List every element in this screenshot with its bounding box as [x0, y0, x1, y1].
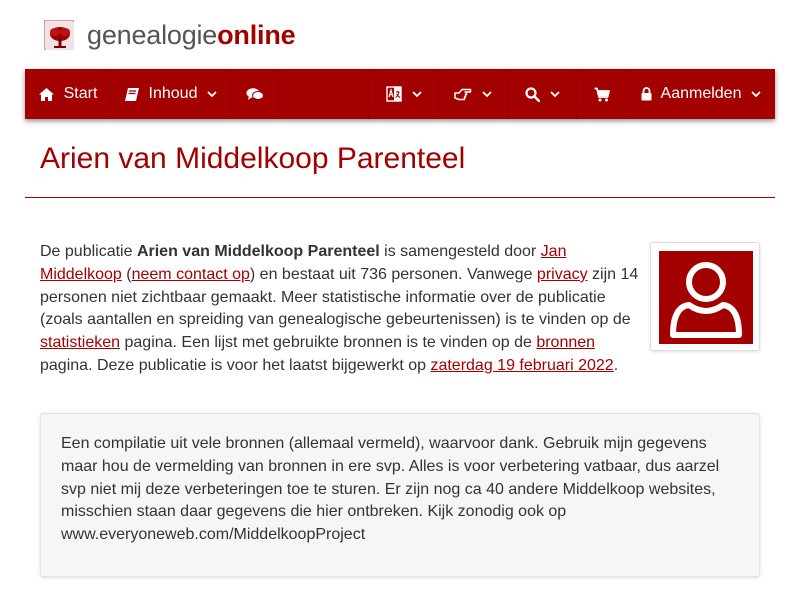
privacy-link[interactable]: privacy [536, 265, 588, 283]
brand-name-part1: genealogie [87, 20, 218, 50]
hand-pointer-icon [454, 87, 472, 101]
nav-language[interactable] [369, 69, 439, 119]
intro-text: pagina. Deze publicatie is voor het laatst bijgewerkt op [40, 356, 431, 374]
intro-text: De publicatie [40, 243, 137, 260]
brand[interactable] [44, 18, 295, 52]
last-updated-link[interactable]: zaterdag 19 februari 2022 [430, 356, 614, 374]
page-title: Arien van Middelkoop Parenteel [40, 142, 466, 175]
main-navbar [25, 69, 775, 119]
nav-login-label: Aanmelden [660, 85, 742, 102]
nav-actions[interactable] [439, 69, 508, 119]
brand-name-part2: online [217, 20, 296, 50]
author-link[interactable]: Jan Middelkoop [40, 243, 567, 283]
cart-icon [594, 87, 610, 102]
statistics-link[interactable]: statistieken [40, 334, 121, 352]
comments-icon [246, 87, 264, 102]
lock-icon [641, 87, 652, 101]
chevron-down-icon [751, 91, 761, 98]
description-text: Een compilatie uit vele bronnen (allemaal vermeld), waarvoor dank. Gebruik mijn gegevens maar hou de vermelding van bronnen in ere svp. Alles is voor verbetering vatbaar, dus aarzel svp niet mij deze verbeteringen toe te sturen. Er zijn nog ca 40 andere Middelkoop websites, misschien staan daar gegevens die hier ontbreken. Kijk zonodig ook op www.everyoneweb.com/MiddelkoopProject [61, 435, 720, 544]
search-icon [525, 87, 540, 102]
nav-cart[interactable] [577, 69, 627, 119]
nav-start-label: Start [63, 85, 98, 102]
home-icon [38, 87, 55, 102]
tree-icon [44, 20, 74, 50]
publication-description [40, 413, 760, 577]
language-icon [386, 86, 402, 102]
nav-search[interactable] [508, 69, 577, 119]
intro-text: pagina. Een lijst met gebruikte bronnen is te vinden op de [120, 334, 537, 352]
chevron-down-icon [412, 91, 422, 98]
nav-start[interactable] [25, 69, 111, 119]
publication-intro [40, 241, 640, 378]
author-avatar[interactable] [650, 242, 760, 351]
chevron-down-icon [482, 91, 492, 98]
nav-inhoud-label: Inhoud [148, 85, 198, 102]
nav-inhoud[interactable] [111, 69, 231, 119]
intro-text: zijn 14 personen niet zichtbaar gemaakt. Meer statistische informatie over de publicatie (zoals aantallen en spreiding van genealogische gebeurtenissen) is te vinden op de [40, 265, 639, 329]
chevron-down-icon [207, 91, 217, 98]
nav-spacer [279, 69, 369, 119]
publication-name: Arien van Middelkoop Parenteel [136, 243, 380, 260]
intro-text: . [613, 356, 619, 374]
title-divider [25, 197, 775, 198]
intro-text: ( [121, 265, 132, 283]
contact-link[interactable]: neem contact op [131, 265, 250, 283]
chevron-down-icon [550, 91, 560, 98]
sources-link[interactable]: bronnen [536, 334, 596, 352]
book-icon [124, 87, 140, 102]
nav-forum[interactable] [231, 69, 279, 119]
intro-text: ) en bestaat uit 736 personen. Vanwege [249, 265, 537, 283]
nav-login[interactable] [627, 69, 775, 119]
brand-name [87, 18, 295, 52]
user-icon [659, 251, 753, 344]
intro-text: is samengesteld door [379, 243, 541, 260]
